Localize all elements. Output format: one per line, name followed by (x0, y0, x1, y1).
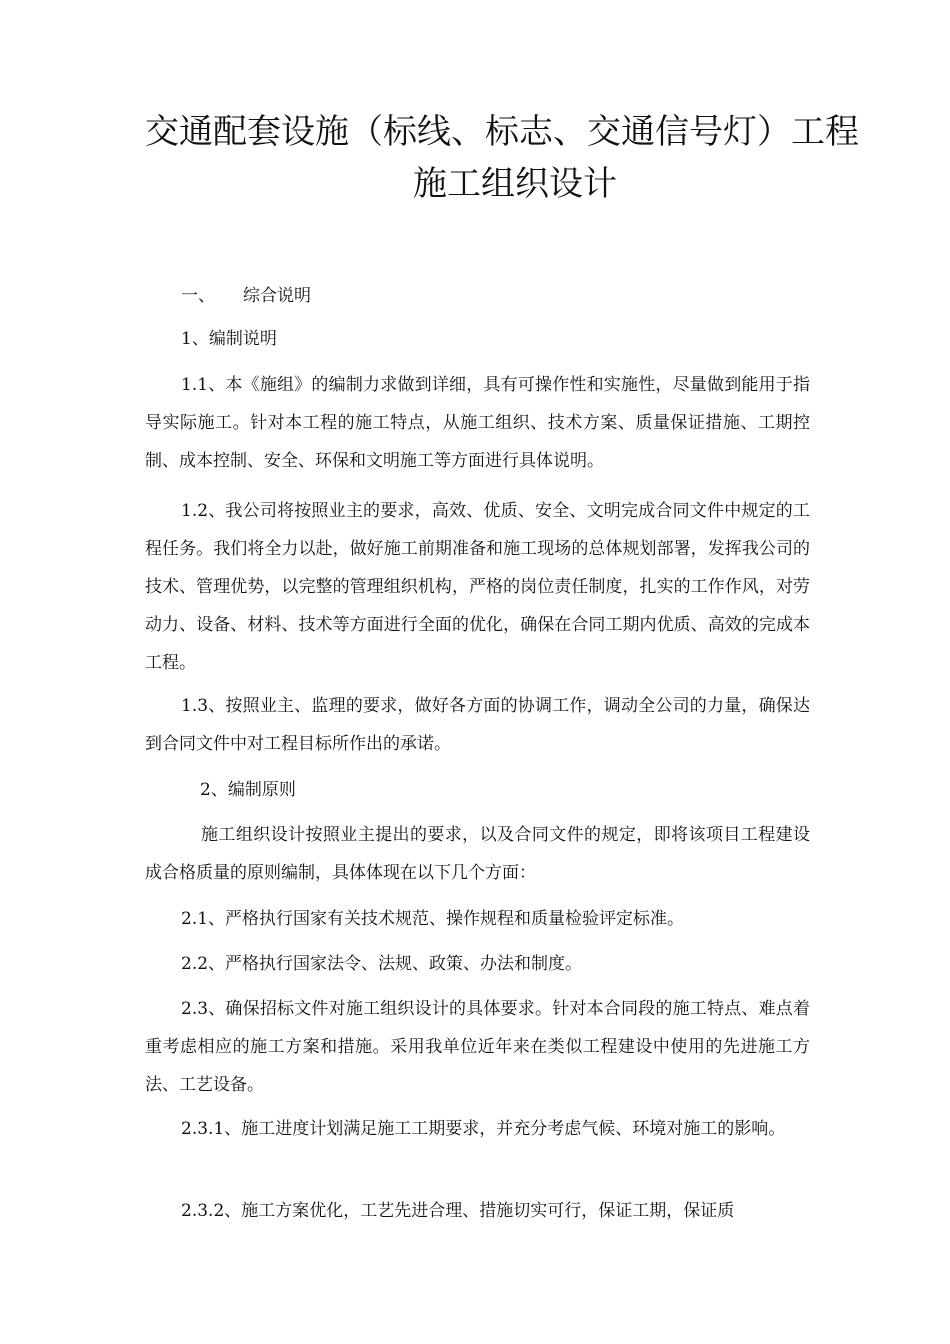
paragraph-2-3-1: 2.3.1、施工进度计划满足施工工期要求，并充分考虑气候、环境对施工的影响。 (181, 1119, 786, 1139)
section-heading-general (181, 282, 311, 310)
paragraph-1-3: 1.3、按照业主、监理的要求，做好各方面的协调工作，调动全公司的力量，确保达到合同文件中对工程目标所作出的承诺。 (145, 696, 810, 754)
section-number: 一、 (181, 286, 215, 306)
paragraph-2-2: 2.2、严格执行国家法令、法规、政策、办法和制度。 (181, 954, 583, 974)
section-title: 综合说明 (243, 286, 311, 306)
document-title-line2: 施工组织设计 (413, 164, 617, 204)
subsection-heading-compilation-notes: 1、编制说明 (181, 329, 277, 349)
document-title-line1: 交通配套设施（标线、标志、交通信号灯）工程 (145, 112, 859, 152)
paragraph-1-1: 1.1、本《施组》的编制力求做到详细，具有可操作性和实施性，尽量做到能用于指导实际施工。针对本工程的施工特点，从施工组织、技术方案、质量保证措施、工期控制、成本控制、安全、环保和文明施工等方面进行具体说明。 (145, 375, 810, 471)
paragraph-1-2: 1.2、我公司将按照业主的要求，高效、优质、安全、文明完成合同文件中规定的工程任务。我们将全力以赴，做好施工前期准备和施工现场的总体规划部署，发挥我公司的技术、管理优势，以完整的管理组织机构，严格的岗位责任制度，扎实的工作作风，对劳动力、设备、材料、技术等方面进行全面的优化，确保在合同工期内优质、高效的完成本工程。 (145, 501, 810, 673)
subsection-heading-compilation-principles: 2、编制原则 (200, 780, 296, 800)
paragraph-2-1: 2.1、严格执行国家有关技术规范、操作规程和质量检验评定标准。 (181, 909, 685, 929)
paragraph-2-3: 2.3、确保招标文件对施工组织设计的具体要求。针对本合同段的施工特点、难点着重考虑相应的施工方案和措施。采用我单位近年来在类似工程建设中使用的先进施工方法、工艺设备。 (145, 999, 810, 1095)
paragraph-2-3-2: 2.3.2、施工方案优化，工艺先进合理、措施切实可行，保证工期，保证质 (181, 1201, 735, 1221)
paragraph-2-intro: 施工组织设计按照业主提出的要求，以及合同文件的规定，即将该项目工程建设成合格质量的原则编制，具体体现在以下几个方面： (145, 825, 810, 883)
